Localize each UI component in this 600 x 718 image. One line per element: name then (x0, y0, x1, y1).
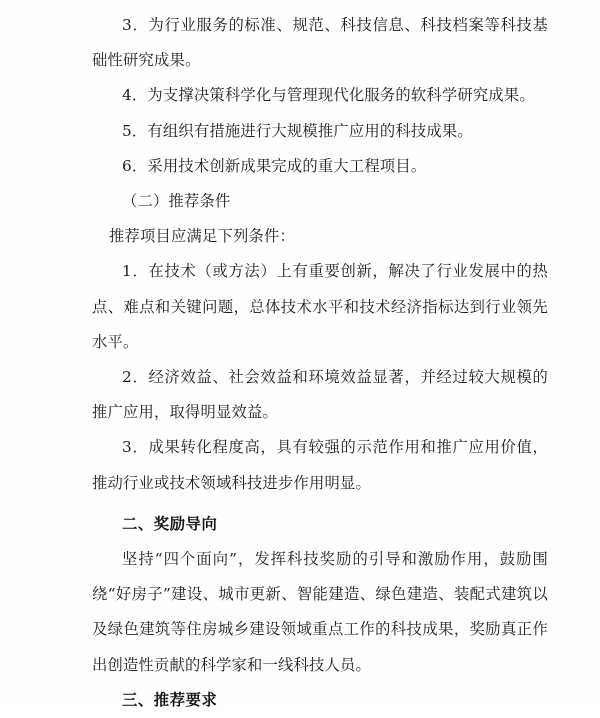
list-item: 1．在技术（或方法）上有重要创新，解决了行业发展中的热点、难点和关键问题，总体技术水平和技术经济指标达到行业领先水平。 (92, 262, 548, 351)
subsection-heading-recommend-conditions: （二）推荐条件 (122, 192, 231, 211)
list-item: 6．采用技术创新成果完成的重大工程项目。 (122, 156, 427, 175)
list-item: 4．为支撑决策科学化与管理现代化服务的软科学研究成果。 (122, 86, 535, 105)
list-item: 5．有组织有措施进行大规模推广应用的科技成果。 (122, 121, 473, 140)
list-item: 3．成果转化程度高，具有较强的示范作用和推广应用价值，推动行业或技术领域科技进步作用明显。 (92, 438, 548, 492)
awards-body-paragraph: 坚持“四个面向”，发挥科技奖励的引导和激励作用，鼓励围绕“好房子”建设、城市更新、智能建造、绿色建造、装配式建筑以及绿色建筑等住房城乡建设领域重点工作的科技成果，奖励真正作出创造性贡献的科学家和一线科技人员。 (92, 550, 548, 674)
section-heading-requirements: 三、推荐要求 (122, 690, 218, 709)
conditions-intro: 推荐项目应满足下列条件： (109, 227, 295, 246)
section-heading-awards: 二、奖励导向 (122, 514, 218, 533)
list-item: 2．经济效益、社会效益和环境效益显著，并经过较大规模的推广应用，取得明显效益。 (92, 368, 548, 422)
list-item: 3．为行业服务的标准、规范、科技信息、科技档案等科技基础性研究成果。 (92, 16, 548, 70)
